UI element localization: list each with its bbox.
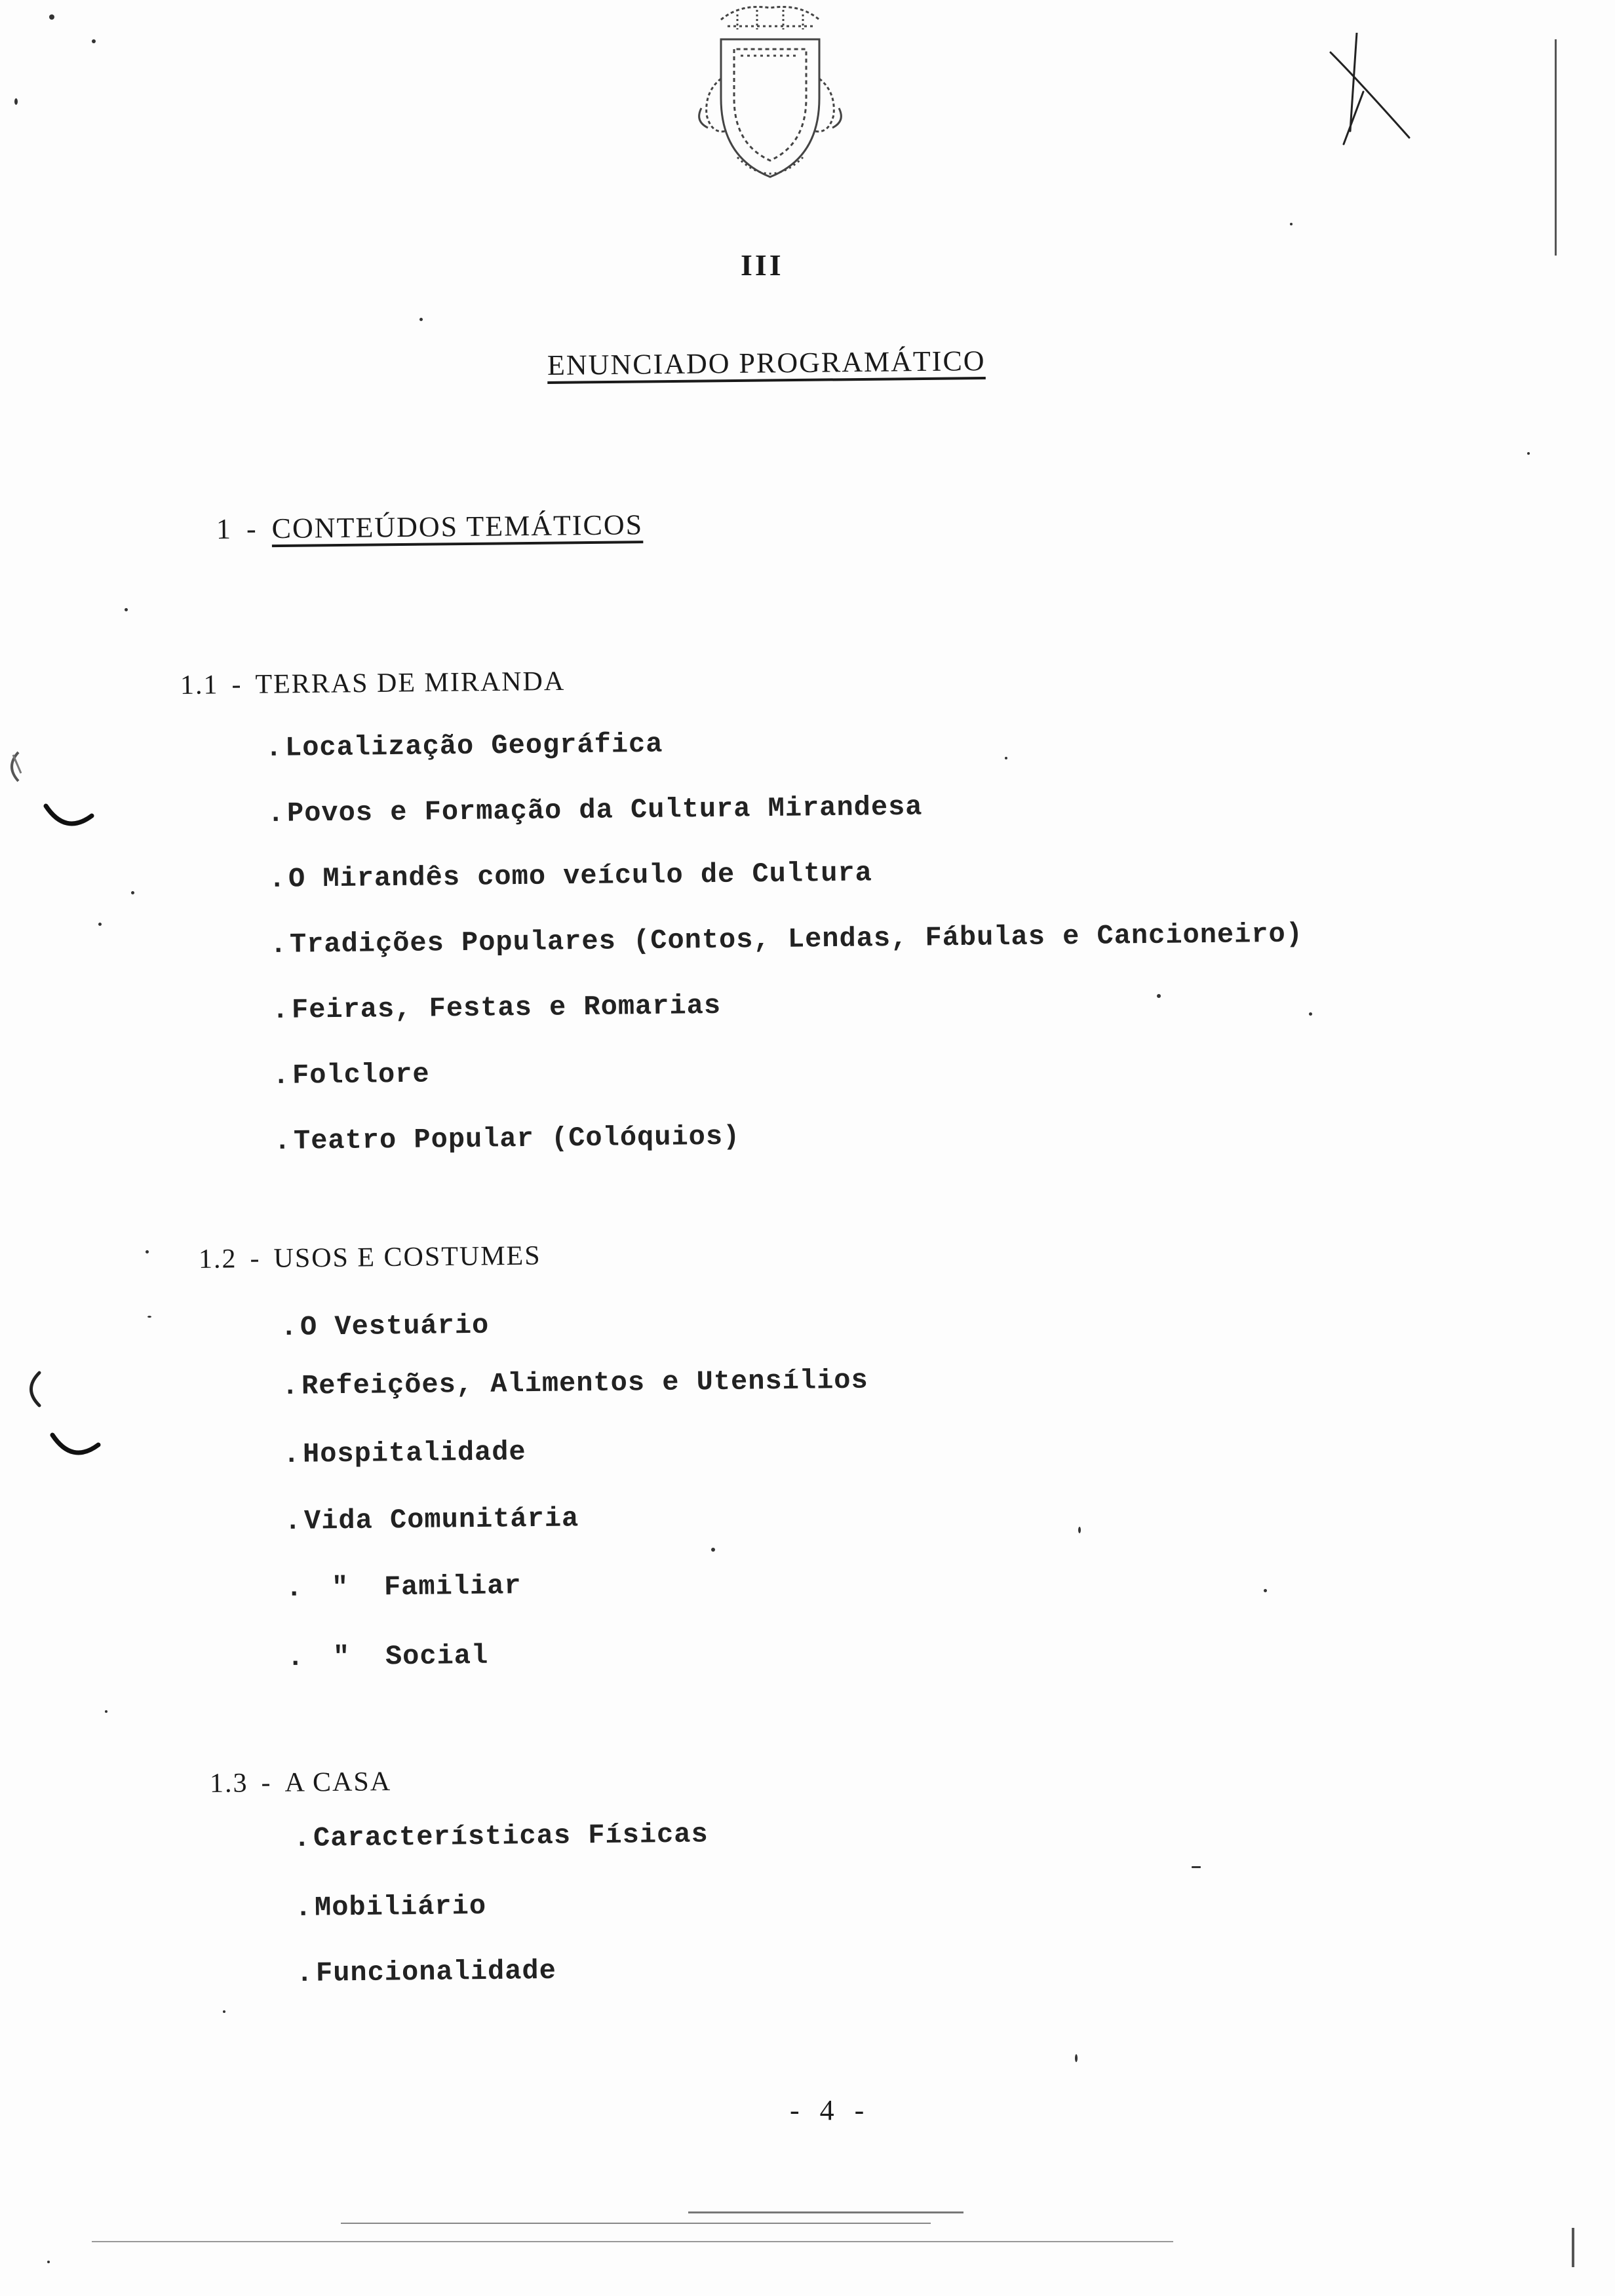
scan-artifact (125, 608, 128, 611)
list-item (282, 1365, 868, 1402)
bullet: . (265, 732, 283, 764)
bullet: . (280, 1311, 298, 1343)
list-item (284, 1502, 579, 1537)
list-item-text: Povos e Formação da Cultura Mirandesa (286, 791, 923, 830)
page-number: - 4 - (790, 2094, 871, 2126)
scan-artifact (49, 14, 54, 20)
scan-artifact (39, 796, 98, 842)
list-item-text: Teatro Popular (Colóquios) (293, 1120, 741, 1157)
ditto-mark: " (332, 1641, 351, 1674)
list-item (269, 857, 872, 895)
list-item (283, 1436, 526, 1470)
scan-artifact (1075, 2054, 1078, 2062)
subsection-heading (210, 1766, 392, 1799)
scan-artifact (1555, 39, 1557, 256)
scan-artifact (1290, 223, 1293, 225)
scan-artifact (1005, 757, 1007, 759)
list-item (273, 1058, 430, 1092)
list-item (272, 990, 722, 1026)
subsection-title: TERRAS DE MIRANDA (255, 666, 566, 700)
subsection-heading (199, 1240, 541, 1275)
ditto-mark: " (331, 1571, 349, 1604)
list-item (296, 1955, 556, 1989)
scan-artifact (1157, 994, 1161, 998)
list-item (265, 729, 663, 764)
scan-artifact (92, 2241, 1173, 2242)
bullet: . (294, 1892, 313, 1924)
list-item (295, 1890, 487, 1924)
list-item (267, 792, 923, 830)
coat-of-arms-icon (675, 0, 865, 197)
list-item-text: Folclore (292, 1058, 430, 1092)
subsection-dash: - (261, 1768, 272, 1799)
scan-artifact (46, 1425, 105, 1471)
scan-artifact (1527, 452, 1530, 455)
scan-artifact (341, 2223, 931, 2224)
list-item (286, 1570, 522, 1604)
subsection-number: 1.1 (180, 670, 219, 700)
bullet: . (267, 797, 285, 830)
list-item-text: Localização Geográfica (284, 728, 663, 764)
list-item-text: Mobiliário (314, 1890, 487, 1924)
scan-artifact (0, 747, 26, 786)
bullet: . (285, 1572, 303, 1604)
subsection-number: 1.2 (198, 1244, 237, 1274)
list-item-text: Características Físicas (313, 1818, 709, 1854)
scan-artifact (14, 98, 18, 105)
section-title: CONTEÚDOS TEMÁTICOS (271, 508, 644, 545)
scan-artifact (1572, 2228, 1574, 2267)
list-item-text: Social (385, 1639, 489, 1673)
scan-artifact (147, 1316, 151, 1318)
bullet: . (268, 863, 286, 895)
scan-artifact (47, 2261, 50, 2263)
bullet: . (272, 1060, 290, 1092)
bullet: . (273, 1125, 292, 1157)
list-item-text: Vida Comunitária (303, 1502, 579, 1537)
scan-artifact (1192, 1866, 1201, 1868)
subsection-title: USOS E COSTUMES (273, 1240, 541, 1274)
scan-artifact (419, 318, 423, 321)
subsection-title: A CASA (284, 1767, 392, 1798)
section-dash: - (246, 512, 258, 545)
scan-artifact (92, 39, 96, 43)
scan-artifact (1309, 1012, 1312, 1016)
scan-artifact (711, 1548, 715, 1552)
scan-artifact (20, 1369, 46, 1409)
list-item (270, 918, 1303, 961)
list-item-text: Feiras, Festas e Romarias (291, 989, 722, 1026)
section-number: 1 (216, 512, 233, 545)
subsection-dash: - (231, 670, 243, 700)
list-item-text: Tradições Populares (Contos, Lendas, Fábulas e Cancioneiro) (289, 918, 1304, 961)
list-item (294, 1818, 709, 1854)
list-item (274, 1121, 741, 1157)
scan-artifact (146, 1250, 149, 1253)
bullet: . (282, 1438, 301, 1470)
scan-artifact (1078, 1527, 1081, 1533)
subsection-dash: - (250, 1244, 261, 1274)
handwritten-x-icon (1317, 33, 1422, 151)
list-item (287, 1640, 489, 1674)
subsection-heading (180, 666, 566, 701)
bullet: . (271, 994, 290, 1026)
scan-artifact (1264, 1589, 1267, 1592)
list-item-text: Funcionalidade (315, 1955, 557, 1989)
scan-artifact (688, 2211, 963, 2213)
list-item-text: O Vestuário (300, 1309, 490, 1343)
list-item-text: O Mirandês como veículo de Cultura (288, 857, 873, 895)
bullet: . (284, 1505, 302, 1537)
bullet: . (269, 928, 288, 961)
list-item-text: Refeições, Alimentos e Utensílios (301, 1364, 868, 1402)
scan-artifact (223, 2010, 225, 2013)
scan-artifact (131, 891, 134, 894)
subsection-number: 1.3 (209, 1768, 248, 1799)
list-item-text: Familiar (383, 1570, 522, 1603)
scan-artifact (98, 923, 102, 926)
list-item (281, 1310, 490, 1343)
page-title: ENUNCIADO PROGRAMÁTICO (547, 345, 986, 381)
section-heading (216, 508, 644, 546)
bullet: . (296, 1957, 314, 1989)
scan-artifact (105, 1710, 107, 1713)
list-item-text: Hospitalidade (302, 1436, 526, 1470)
bullet: . (281, 1370, 300, 1402)
bullet: . (293, 1822, 311, 1854)
chapter-numeral: III (741, 248, 784, 282)
bullet: . (286, 1641, 305, 1674)
